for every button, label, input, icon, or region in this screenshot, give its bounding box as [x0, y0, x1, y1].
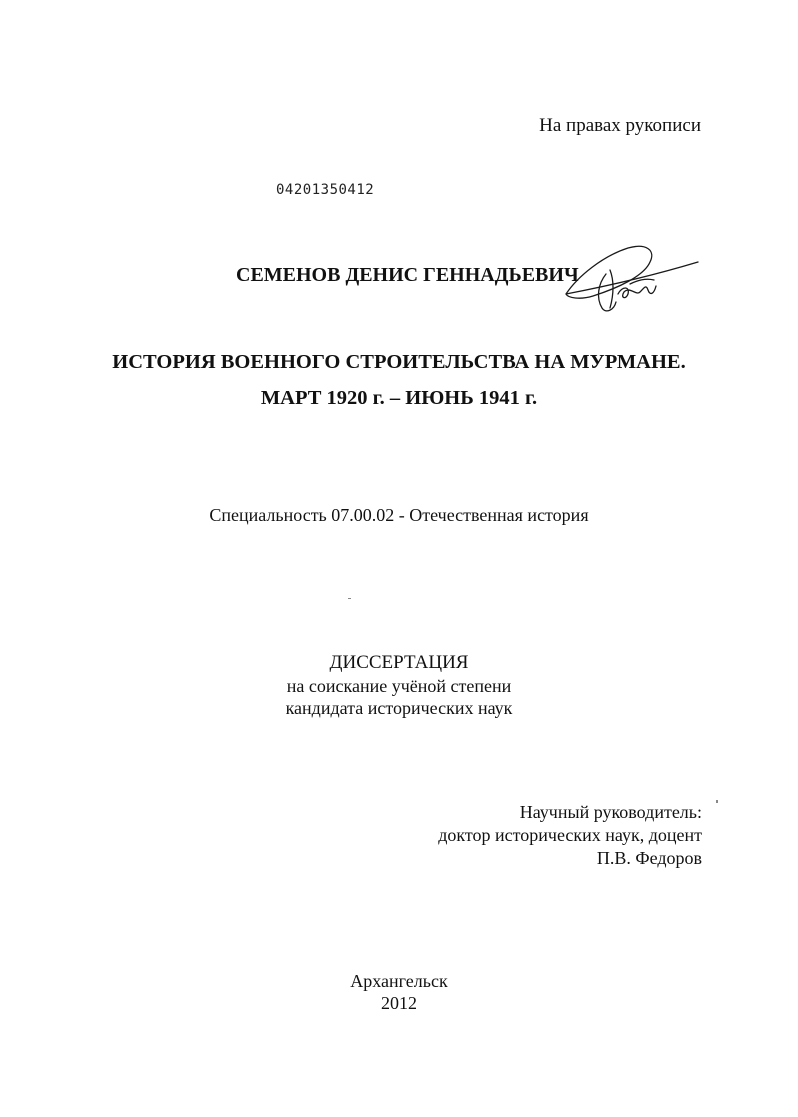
degree-line-2: кандидата исторических наук — [285, 698, 513, 718]
supervisor-name: П.В. Федоров — [596, 848, 702, 868]
scan-speck — [348, 598, 351, 599]
document-type: ДИССЕРТАЦИЯ — [329, 652, 469, 673]
year: 2012 — [381, 993, 417, 1013]
author-name: СЕМЕНОВ ДЕНИС ГЕННАДЬЕВИЧ — [236, 264, 579, 286]
registration-code: 04201350412 — [276, 182, 375, 198]
dissertation-title-line-1: ИСТОРИЯ ВОЕННОГО СТРОИТЕЛЬСТВА НА МУРМАНЕ. — [112, 351, 686, 373]
supervisor-credentials: доктор исторических наук, доцент — [438, 825, 702, 845]
supervisor-label: Научный руководитель: — [519, 802, 702, 822]
city: Архангельск — [350, 971, 448, 991]
handwritten-signature — [558, 236, 703, 318]
degree-line-1: на соискание учёной степени — [286, 676, 512, 696]
dissertation-title-line-2: МАРТ 1920 г. – ИЮНЬ 1941 г. — [260, 387, 538, 409]
scan-speck — [716, 800, 718, 803]
specialty-line: Специальность 07.00.02 - Отечественная история — [209, 505, 589, 525]
rights-notice: На правах рукописи — [539, 115, 701, 136]
